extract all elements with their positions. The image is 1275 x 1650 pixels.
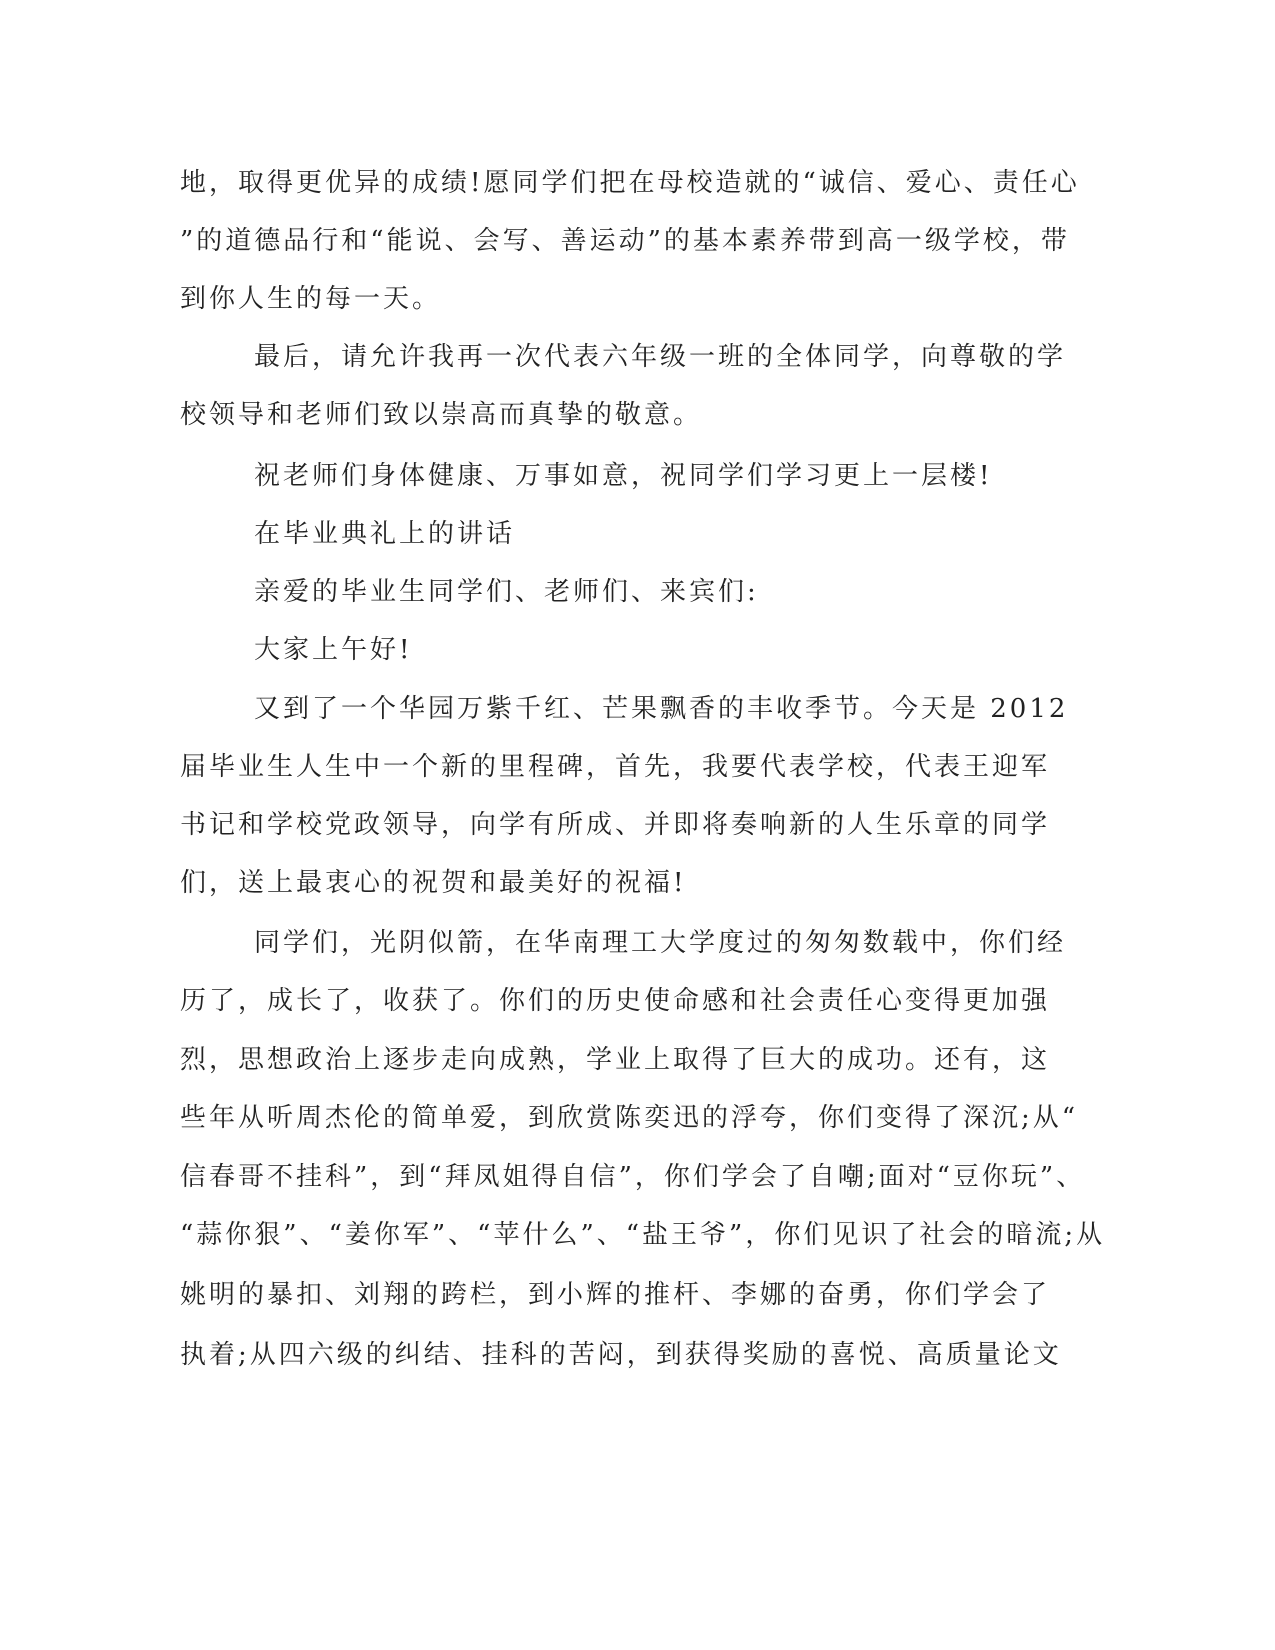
- text-line: 烈，思想政治上逐步走向成熟，学业上取得了巨大的成功。还有，这: [180, 1045, 1051, 1075]
- heading-line: 在毕业典礼上的讲话: [254, 519, 516, 549]
- text-line: 执着;从四六级的纠结、挂科的苦闷，到获得奖励的喜悦、高质量论文: [180, 1340, 1062, 1370]
- text-line: 届毕业生人生中一个新的里程碑，首先，我要代表学校，代表王迎军: [180, 752, 1051, 782]
- text-line: 祝老师们身体健康、万事如意，祝同学们学习更上一层楼!: [254, 461, 993, 491]
- text-line: 校领导和老师们致以崇高而真挚的敬意。: [180, 400, 703, 430]
- text-line: 地，取得更优异的成绩!愿同学们把在母校造就的“诚信、爱心、责任心: [180, 168, 1080, 198]
- text-line: ”的道德品行和“能说、会写、善运动”的基本素养带到高一级学校，带: [180, 226, 1070, 256]
- text-line: 书记和学校党政领导，向学有所成、并即将奏响新的人生乐章的同学: [180, 810, 1051, 840]
- text-line: 又到了一个华园万紫千红、芒果飘香的丰收季节。今天是 2012: [254, 694, 1069, 724]
- text-line: 信春哥不挂科”，到“拜凤姐得自信”，你们学会了自嘲;面对“豆你玩”、: [180, 1162, 1086, 1192]
- text-line: 最后，请允许我再一次代表六年级一班的全体同学，向尊敬的学: [254, 342, 1067, 372]
- greeting-line: 大家上午好!: [254, 635, 413, 665]
- text-line: 姚明的暴扣、刘翔的跨栏，到小辉的推杆、李娜的奋勇，你们学会了: [180, 1280, 1051, 1310]
- salutation-line: 亲爱的毕业生同学们、老师们、来宾们:: [254, 577, 759, 607]
- text-line: 同学们，光阴似箭，在华南理工大学度过的匆匆数载中，你们经: [254, 928, 1067, 958]
- text-line: 们，送上最衷心的祝贺和最美好的祝福!: [180, 868, 687, 898]
- text-line: 些年从听周杰伦的简单爱，到欣赏陈奕迅的浮夸，你们变得了深沉;从“: [180, 1103, 1079, 1133]
- text-line: 历了，成长了，收获了。你们的历史使命感和社会责任心变得更加强: [180, 986, 1051, 1016]
- text-line: 到你人生的每一天。: [180, 284, 442, 314]
- text-line: “蒜你狠”、“姜你军”、“苹什么”、“盐王爷”，你们见识了社会的暗流;从: [180, 1220, 1106, 1250]
